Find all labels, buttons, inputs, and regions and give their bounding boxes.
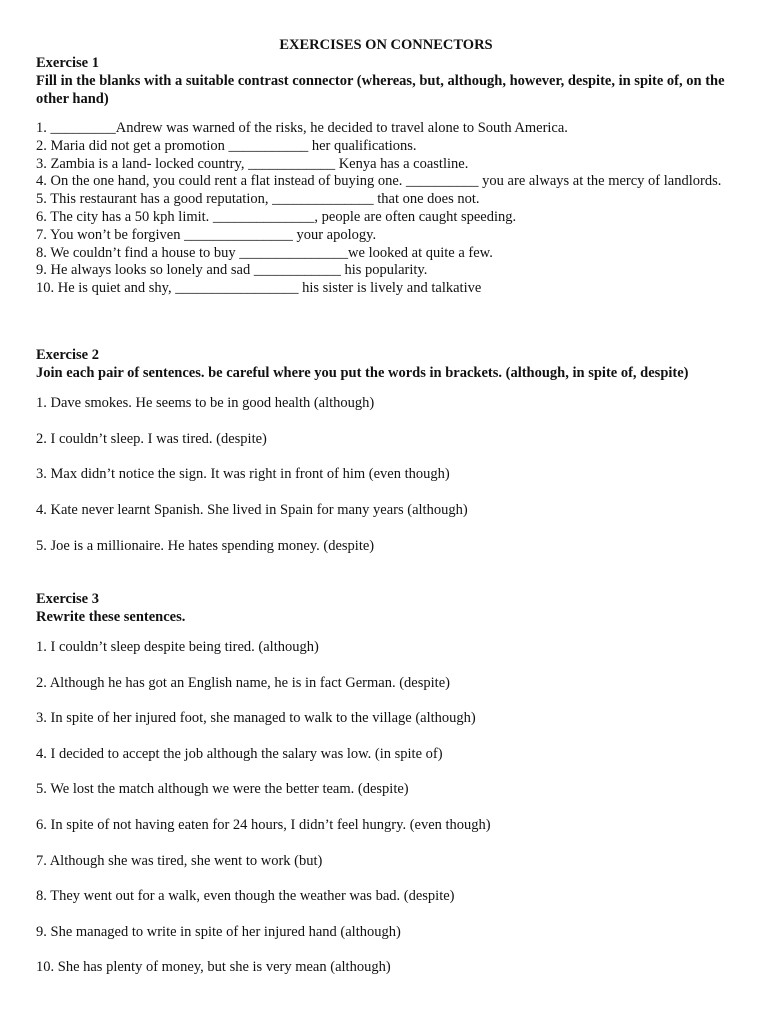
exercise-1-item: 5. This restaurant has a good reputation, ______________ that one does not. bbox=[36, 191, 480, 208]
exercise-3-item: 6. In spite of not having eaten for 24 hours, I didn’t feel hungry. (even though) bbox=[36, 816, 491, 833]
exercise-1-item: 2. Maria did not get a promotion ___________ her qualifications. bbox=[36, 137, 417, 154]
exercise-2-instruction: Join each pair of sentences. be careful where you put the words in brackets. (although, in spite of, despite) bbox=[36, 365, 689, 381]
exercise-1-item: 6. The city has a 50 kph limit. ______________, people are often caught speeding. bbox=[36, 208, 517, 225]
exercise-3-item: 2. Although he has got an English name, he is in fact German. (despite) bbox=[36, 674, 450, 691]
exercise-1-instruction: Fill in the blanks with a suitable contrast connector (whereas, but, although, however, despite, in spite of, on the other hand) bbox=[36, 73, 725, 107]
exercise-2-item: 3. Max didn’t notice the sign. It was right in front of him (even though) bbox=[36, 466, 450, 483]
exercise-3-instruction: Rewrite these sentences. bbox=[36, 609, 186, 625]
exercise-3-item: 7. Although she was tired, she went to work (but) bbox=[36, 852, 323, 869]
exercise-2-item: 2. I couldn’t sleep. I was tired. (despite) bbox=[36, 430, 267, 447]
exercise-2-item: 5. Joe is a millionaire. He hates spending money. (despite) bbox=[36, 537, 375, 554]
exercise-3-item: 4. I decided to accept the job although the salary was low. (in spite of) bbox=[36, 745, 443, 762]
exercise-2-item: 4. Kate never learnt Spanish. She lived in Spain for many years (although) bbox=[36, 502, 468, 519]
exercise-3-item: 3. In spite of her injured foot, she managed to walk to the village (although) bbox=[36, 710, 476, 727]
exercise-1-item: 10. He is quiet and shy, _________________ his sister is lively and talkative bbox=[36, 280, 482, 297]
document-title: EXERCISES ON CONNECTORS bbox=[279, 37, 493, 53]
exercise-1-item: 9. He always looks so lonely and sad ____________ his popularity. bbox=[36, 262, 428, 279]
exercise-3 bbox=[36, 590, 736, 994]
exercise-1-item: 1. _________Andrew was warned of the risks, he decided to travel alone to South America. bbox=[36, 120, 568, 136]
exercise-3-item: 8. They went out for a walk, even though the weather was bad. (despite) bbox=[36, 888, 455, 905]
exercise-1-item: 3. Zambia is a land- locked country, ____________ Kenya has a coastline. bbox=[36, 155, 469, 172]
exercise-3-heading: Exercise 3 bbox=[36, 591, 99, 607]
exercise-1-item: 7. You won’t be forgiven _______________ your apology. bbox=[36, 226, 377, 243]
exercise-3-item: 10. She has plenty of money, but she is very mean (although) bbox=[36, 959, 391, 976]
exercise-1-list bbox=[36, 120, 736, 298]
exercise-3-item: 1. I couldn’t sleep despite being tired. (although) bbox=[36, 639, 319, 655]
exercise-1-item: 4. On the one hand, you could rent a flat instead of buying one. __________ you are always at the mercy of landlords. bbox=[36, 173, 722, 190]
document-page bbox=[36, 36, 736, 976]
exercise-1-item: 8. We couldn’t find a house to buy _______________we looked at quite a few. bbox=[36, 244, 493, 261]
exercise-2-item: 1. Dave smokes. He seems to be in good health (although) bbox=[36, 395, 375, 411]
exercise-3-list bbox=[36, 638, 736, 976]
exercise-3-item: 9. She managed to write in spite of her injured hand (although) bbox=[36, 923, 401, 940]
exercise-2 bbox=[36, 346, 736, 572]
exercise-2-heading: Exercise 2 bbox=[36, 347, 99, 363]
exercise-1 bbox=[36, 54, 736, 298]
exercise-2-list bbox=[36, 394, 736, 555]
exercise-1-heading: Exercise 1 bbox=[36, 55, 99, 71]
exercise-3-item: 5. We lost the match although we were the better team. (despite) bbox=[36, 781, 409, 798]
